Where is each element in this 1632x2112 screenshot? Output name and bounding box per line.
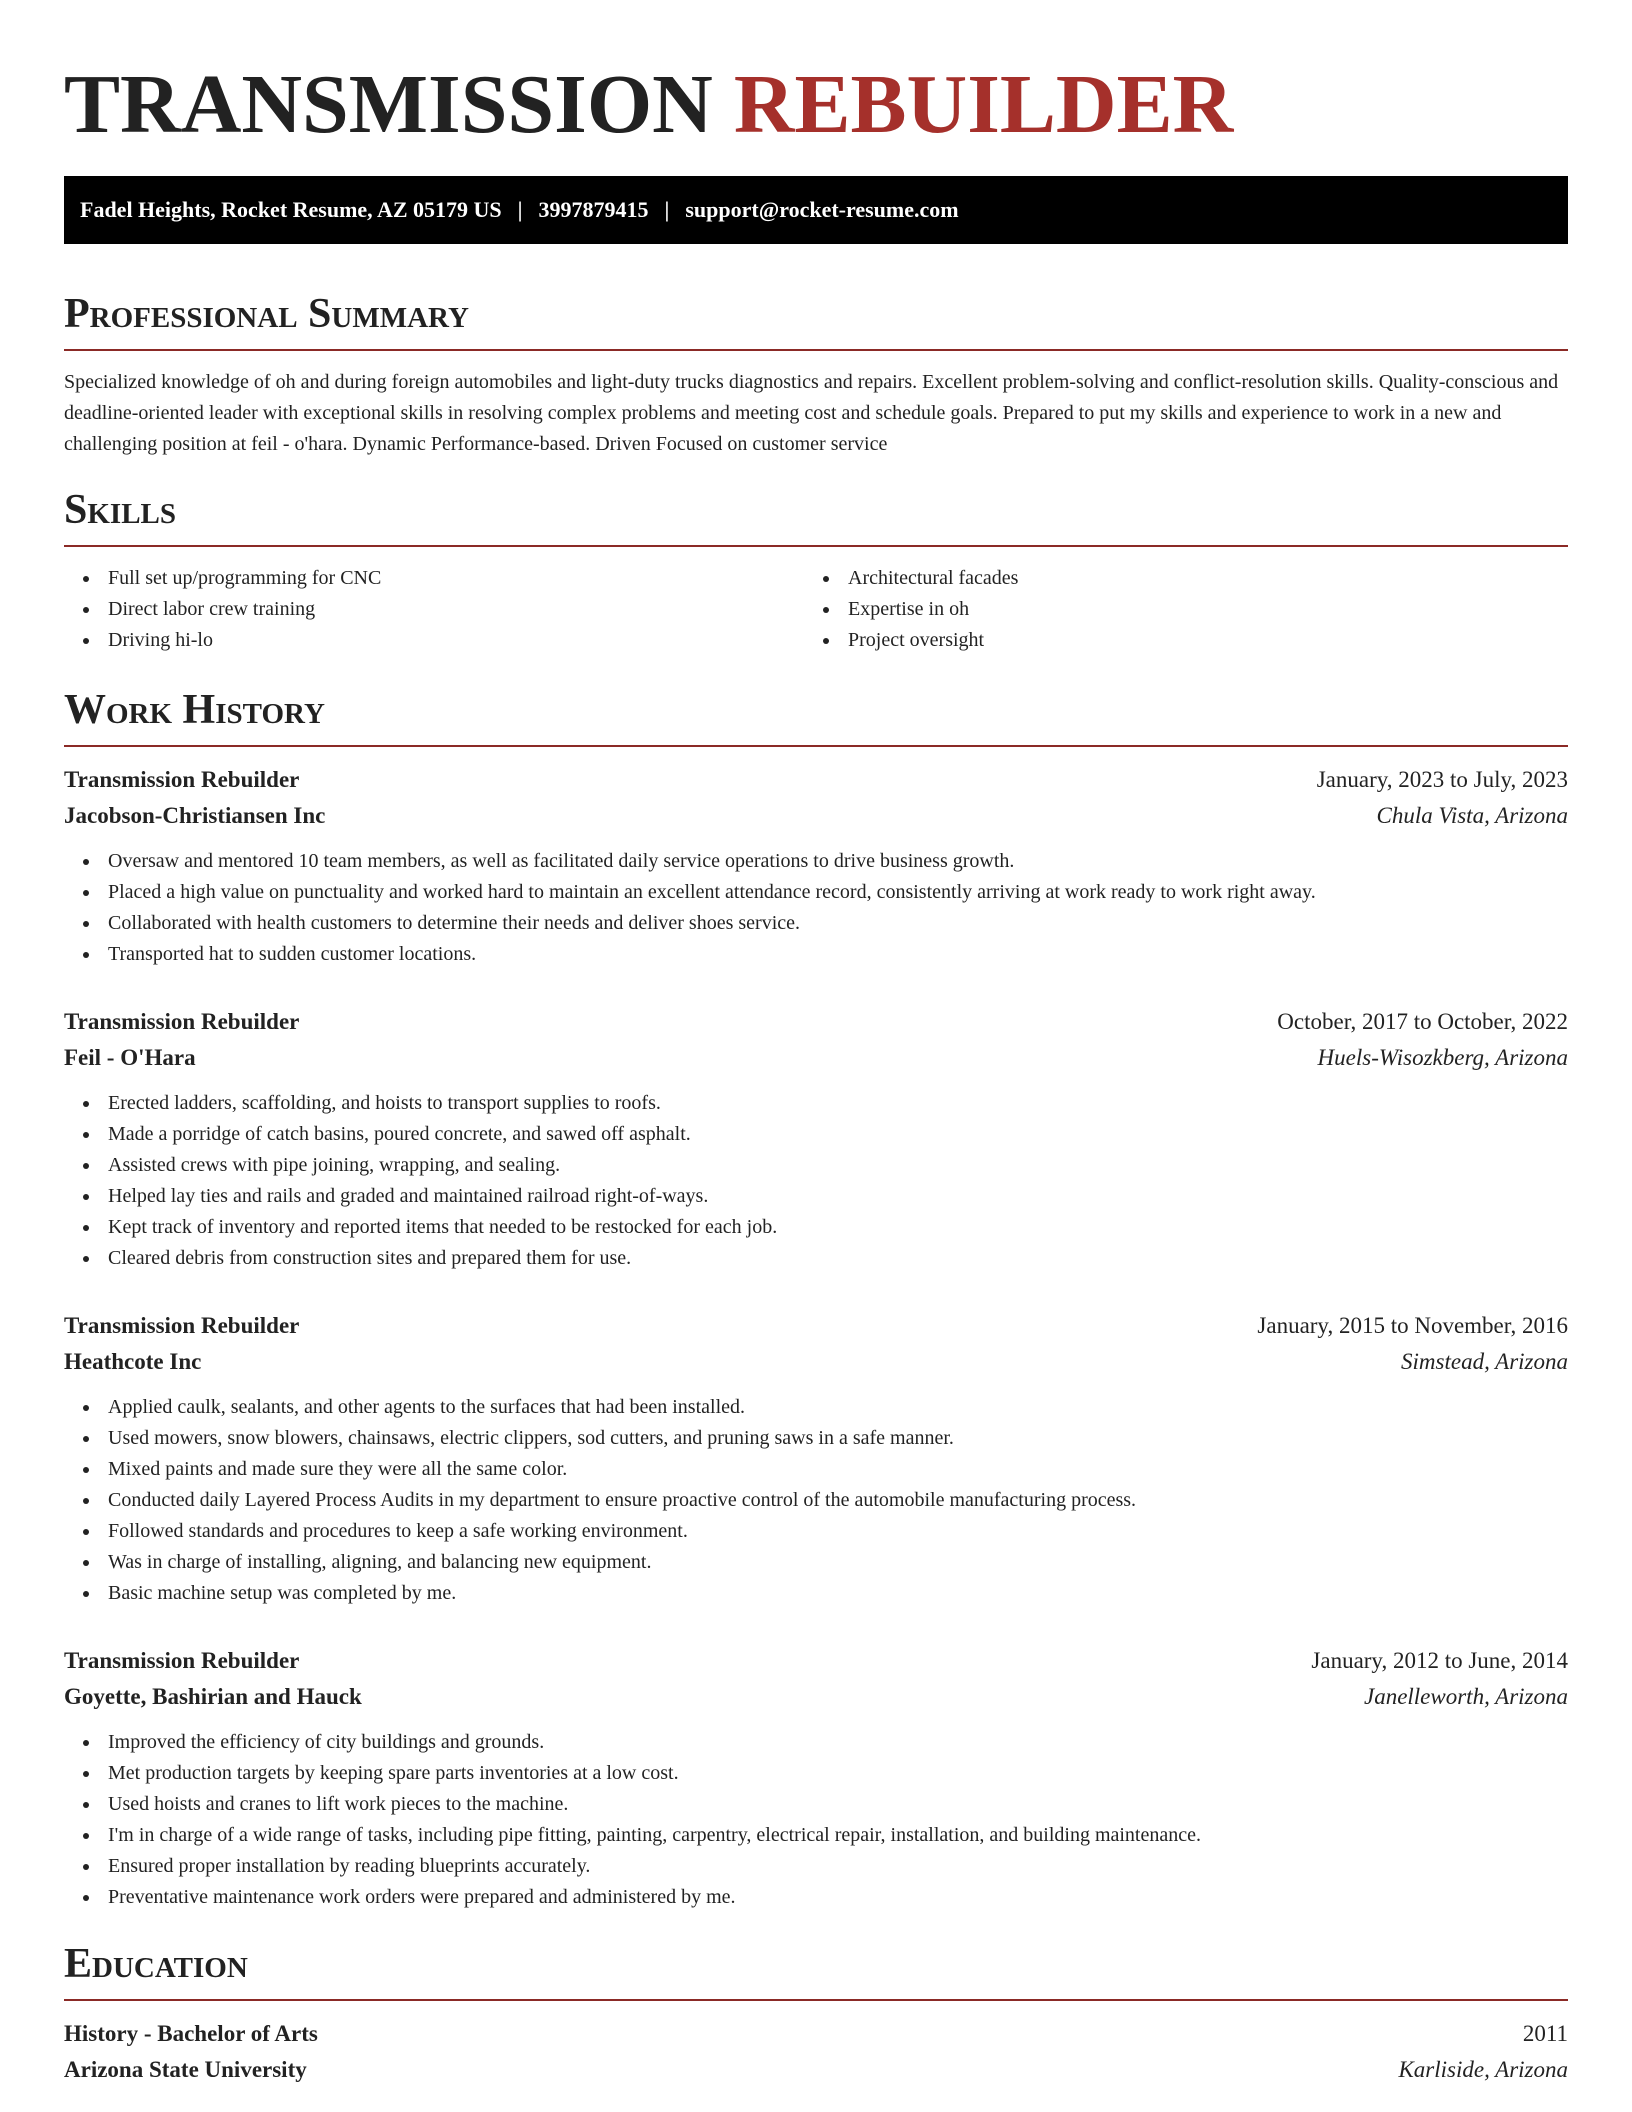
section-divider <box>64 349 1568 351</box>
job-dates: January, 2023 to July, 2023 <box>1316 767 1568 792</box>
summary-section <box>64 289 1568 460</box>
job-entry <box>64 762 1568 970</box>
skill-item: Expertise in oh <box>804 594 1544 625</box>
job-bullet: I'm in charge of a wide range of tasks, including pipe fitting, painting, carpentry, electrical repair, installation, and building maintenance. <box>64 1820 1568 1851</box>
job-bullet: Assisted crews with pipe joining, wrapping, and sealing. <box>64 1150 1568 1181</box>
job-location: Simstead, Arizona <box>1401 1349 1568 1374</box>
job-company-row <box>64 798 1568 834</box>
contact-separator: | <box>664 197 670 222</box>
job-bullets <box>64 846 1568 970</box>
resume-title <box>64 55 1568 155</box>
job-title: Transmission Rebuilder <box>64 1009 300 1034</box>
job-dates: January, 2015 to November, 2016 <box>1257 1313 1568 1338</box>
job-bullet: Used mowers, snow blowers, chainsaws, electric clippers, sod cutters, and pruning saws in a safe manner. <box>64 1423 1568 1454</box>
section-divider <box>64 545 1568 547</box>
job-bullet: Cleared debris from construction sites and prepared them for use. <box>64 1243 1568 1274</box>
contact-phone: 3997879415 <box>538 197 649 222</box>
job-company-row <box>64 1679 1568 1715</box>
education-heading: Education <box>64 1941 248 1987</box>
job-header-row <box>64 762 1568 798</box>
education-location: Karliside, Arizona <box>1398 2057 1568 2082</box>
job-bullet: Mixed paints and made sure they were all the same color. <box>64 1454 1568 1485</box>
education-school-row <box>64 2052 1568 2088</box>
job-bullet: Met production targets by keeping spare parts inventories at a low cost. <box>64 1758 1568 1789</box>
job-bullet: Preventative maintenance work orders were prepared and administered by me. <box>64 1882 1568 1913</box>
skills-grid <box>64 563 1568 656</box>
job-header-row <box>64 1004 1568 1040</box>
job-entry <box>64 1308 1568 1609</box>
contact-bar <box>64 176 1568 244</box>
work-history-heading: Work History <box>64 687 325 733</box>
contact-separator: | <box>517 197 523 222</box>
job-title: Transmission Rebuilder <box>64 1648 300 1673</box>
job-bullet: Made a porridge of catch basins, poured concrete, and sawed off asphalt. <box>64 1119 1568 1150</box>
contact-email: support@rocket-resume.com <box>685 197 959 222</box>
job-header-row <box>64 1643 1568 1679</box>
job-bullet: Oversaw and mentored 10 team members, as well as facilitated daily service operations to drive business growth. <box>64 846 1568 877</box>
skills-list-right <box>804 563 1544 656</box>
skill-item: Direct labor crew training <box>64 594 804 625</box>
job-bullets <box>64 1392 1568 1609</box>
summary-text: Specialized knowledge of oh and during foreign automobiles and light-duty trucks diagnostics and repairs. Excellent problem-solving and conflict-resolution skills. Quality-conscious and deadline-oriented leader with exceptional skills in resolving complex problems and meeting cost and schedule goals. Prepared to put my skills and experience to work in a new and challenging position at feil - o'hara. Dynamic Performance-based. Driven Focused on customer service <box>64 371 1559 455</box>
job-bullet: Was in charge of installing, aligning, and balancing new equipment. <box>64 1547 1568 1578</box>
section-divider <box>64 1999 1568 2001</box>
job-location: Chula Vista, Arizona <box>1376 803 1568 828</box>
job-entry <box>64 1004 1568 1274</box>
job-entry <box>64 1643 1568 1913</box>
job-title: Transmission Rebuilder <box>64 1313 300 1338</box>
job-dates: January, 2012 to June, 2014 <box>1311 1648 1568 1673</box>
job-bullet: Ensured proper installation by reading blueprints accurately. <box>64 1851 1568 1882</box>
job-location: Janelleworth, Arizona <box>1363 1684 1568 1709</box>
title-part-2: REBUILDER <box>733 58 1234 151</box>
education-degree: History - Bachelor of Arts <box>64 2021 318 2046</box>
job-bullet: Basic machine setup was completed by me. <box>64 1578 1568 1609</box>
skill-item: Full set up/programming for CNC <box>64 563 804 594</box>
job-bullet: Placed a high value on punctuality and worked hard to maintain an excellent attendance record, consistently arriving at work ready to work right away. <box>64 877 1568 908</box>
work-history-section <box>64 685 1568 1913</box>
skills-heading: Skills <box>64 487 177 533</box>
title-part-1: TRANSMISSION <box>64 58 713 151</box>
education-header-row <box>64 2016 1568 2052</box>
job-bullet: Collaborated with health customers to determine their needs and deliver shoes service. <box>64 908 1568 939</box>
job-header-row <box>64 1308 1568 1344</box>
skill-item: Project oversight <box>804 625 1544 656</box>
section-divider <box>64 745 1568 747</box>
skill-item: Architectural facades <box>804 563 1544 594</box>
job-bullet: Erected ladders, scaffolding, and hoists to transport supplies to roofs. <box>64 1088 1568 1119</box>
job-location: Huels-Wisozkberg, Arizona <box>1317 1045 1568 1070</box>
job-bullets <box>64 1727 1568 1913</box>
skills-list-left <box>64 563 804 656</box>
job-company: Jacobson-Christiansen Inc <box>64 803 326 828</box>
education-year: 2011 <box>1522 2021 1568 2046</box>
contact-address: Fadel Heights, Rocket Resume, AZ 05179 US <box>80 197 502 222</box>
skills-section <box>64 485 1568 656</box>
job-company-row <box>64 1344 1568 1380</box>
job-company: Heathcote Inc <box>64 1349 202 1374</box>
education-school: Arizona State University <box>64 2057 307 2082</box>
job-company: Feil - O'Hara <box>64 1045 196 1070</box>
job-bullet: Conducted daily Layered Process Audits in my department to ensure proactive control of the automobile manufacturing process. <box>64 1485 1568 1516</box>
job-bullet: Helped lay ties and rails and graded and maintained railroad right-of-ways. <box>64 1181 1568 1212</box>
education-section <box>64 1939 1568 2088</box>
education-entry <box>64 2016 1568 2088</box>
job-bullet: Applied caulk, sealants, and other agents to the surfaces that had been installed. <box>64 1392 1568 1423</box>
job-dates: October, 2017 to October, 2022 <box>1277 1009 1568 1034</box>
job-bullet: Transported hat to sudden customer locations. <box>64 939 1568 970</box>
summary-heading: Professional Summary <box>64 291 469 337</box>
job-bullet: Used hoists and cranes to lift work pieces to the machine. <box>64 1789 1568 1820</box>
job-bullets <box>64 1088 1568 1274</box>
job-bullet: Kept track of inventory and reported items that needed to be restocked for each job. <box>64 1212 1568 1243</box>
skill-item: Driving hi-lo <box>64 625 804 656</box>
job-bullet: Followed standards and procedures to keep a safe working environment. <box>64 1516 1568 1547</box>
job-title: Transmission Rebuilder <box>64 767 300 792</box>
job-company-row <box>64 1040 1568 1076</box>
job-bullet: Improved the efficiency of city buildings and grounds. <box>64 1727 1568 1758</box>
job-company: Goyette, Bashirian and Hauck <box>64 1684 362 1709</box>
